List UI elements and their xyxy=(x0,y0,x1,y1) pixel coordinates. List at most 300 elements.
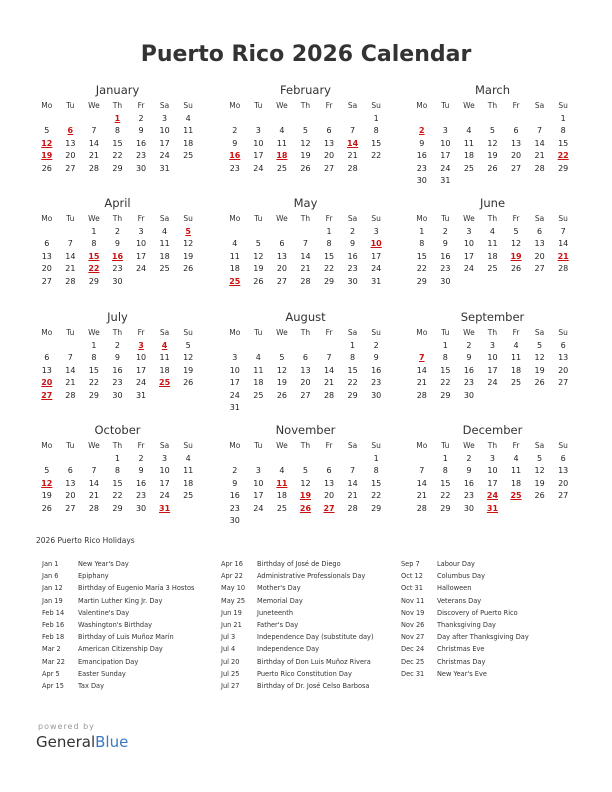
weekday-header: We xyxy=(88,441,100,450)
day-cell: 6 xyxy=(44,239,50,248)
day-cell: 19 xyxy=(276,378,287,387)
holiday-name-label: Mother's Day xyxy=(257,584,301,593)
day-cell: 11 xyxy=(159,353,170,362)
weekday-header: Su xyxy=(371,328,381,337)
day-cell: 23 xyxy=(229,163,240,173)
holiday-date: 27 xyxy=(41,390,53,400)
weekday-header: Fr xyxy=(512,441,520,450)
day-cell: 16 xyxy=(440,251,451,261)
day-cell: 25 xyxy=(276,163,287,173)
day-cell: 14 xyxy=(88,138,99,148)
day-cell: 2 xyxy=(232,126,238,135)
holiday-date: 19 xyxy=(41,151,53,160)
holiday-list-item xyxy=(221,668,374,680)
month-days-grid xyxy=(35,327,200,402)
day-cell: 17 xyxy=(135,251,147,261)
holiday-list-item xyxy=(42,595,194,607)
holiday-list-item xyxy=(221,631,374,643)
holiday-list-item xyxy=(221,570,374,582)
day-cell: 15 xyxy=(371,478,382,488)
day-cell: 19 xyxy=(41,491,52,500)
day-cell: 3 xyxy=(442,126,448,135)
day-cell: 9 xyxy=(442,239,448,248)
day-cell: 10 xyxy=(229,365,240,375)
holiday-name-label: Independence Day xyxy=(257,645,320,654)
day-cell: 20 xyxy=(65,151,76,160)
weekday-header: Tu xyxy=(66,214,75,223)
day-cell: 25 xyxy=(276,503,287,513)
holiday-date: 16 xyxy=(111,251,124,261)
day-cell: 1 xyxy=(91,340,97,350)
day-cell: 27 xyxy=(323,163,335,173)
holiday-date: 3 xyxy=(138,340,144,350)
weekday-header: We xyxy=(463,101,475,110)
weekday-header: Su xyxy=(371,101,381,110)
weekday-header: We xyxy=(88,214,100,223)
generalblue-logo[interactable] xyxy=(36,733,128,751)
holiday-date: 21 xyxy=(557,251,569,261)
day-cell: 26 xyxy=(534,378,545,387)
day-cell: 22 xyxy=(440,378,451,387)
holiday-name-label: Thanksgiving Day xyxy=(437,620,496,629)
day-cell: 30 xyxy=(112,276,123,286)
holiday-date-label: Apr 16 xyxy=(221,560,243,568)
holiday-date-label: Sep 7 xyxy=(401,560,420,568)
month-october xyxy=(35,423,200,515)
day-cell: 5 xyxy=(279,353,285,362)
holiday-name-label: Birthday of José de Diego xyxy=(257,560,341,568)
day-cell: 29 xyxy=(558,163,569,173)
day-cell: 2 xyxy=(232,466,238,475)
empty-cell xyxy=(223,113,247,126)
holiday-name-label: Father's Day xyxy=(257,620,299,629)
empty-cell xyxy=(35,113,59,126)
weekday-header: Su xyxy=(183,441,193,450)
day-cell: 8 xyxy=(350,353,356,362)
day-cell: 30 xyxy=(229,516,240,525)
weekday-header: Th xyxy=(487,328,498,337)
day-cell: 21 xyxy=(416,491,427,500)
day-cell: 3 xyxy=(255,466,261,475)
empty-cell xyxy=(528,113,552,126)
day-cell: 18 xyxy=(253,378,264,387)
holiday-date: 5 xyxy=(185,226,191,236)
day-cell: 3 xyxy=(162,453,168,463)
day-cell: 15 xyxy=(558,138,569,148)
day-cell: 18 xyxy=(229,264,240,273)
empty-cell xyxy=(59,113,83,126)
empty-cell xyxy=(59,340,83,353)
empty-cell xyxy=(504,113,528,126)
day-cell: 20 xyxy=(534,251,545,261)
day-cell: 22 xyxy=(88,378,99,387)
empty-cell xyxy=(434,113,458,126)
day-cell: 16 xyxy=(371,365,382,375)
weekday-header: Sa xyxy=(347,101,358,110)
day-cell: 20 xyxy=(323,151,335,160)
day-cell: 28 xyxy=(65,276,76,286)
holiday-date-label: Jan 12 xyxy=(42,584,63,593)
day-cell: 12 xyxy=(300,478,311,488)
day-cell: 10 xyxy=(440,138,451,148)
day-cell: 17 xyxy=(463,251,474,261)
day-cell: 13 xyxy=(65,138,76,148)
weekday-header: Sa xyxy=(347,214,358,223)
holidays-heading: 2026 Puerto Rico Holidays xyxy=(36,536,135,545)
day-cell: 17 xyxy=(159,478,170,488)
day-cell: 23 xyxy=(463,491,474,500)
day-cell: 13 xyxy=(41,365,52,375)
holiday-date: 15 xyxy=(88,251,100,261)
weekday-header: Mo xyxy=(41,101,53,110)
day-cell: 1 xyxy=(114,453,121,463)
day-cell: 30 xyxy=(463,503,474,513)
weekday-header: Sa xyxy=(159,441,170,450)
day-cell: 5 xyxy=(513,226,519,236)
holiday-name-label: Washington's Birthday xyxy=(78,620,153,629)
day-cell: 26 xyxy=(253,276,264,286)
day-cell: 18 xyxy=(463,151,474,160)
day-cell: 1 xyxy=(326,226,332,236)
holiday-list-item xyxy=(401,631,529,643)
day-cell: 8 xyxy=(114,466,121,475)
holiday-list-item xyxy=(42,570,194,582)
holiday-list-column-1 xyxy=(42,558,194,692)
day-cell: 20 xyxy=(41,264,52,273)
holiday-list-item xyxy=(42,656,194,668)
weekday-header: Tu xyxy=(441,101,450,110)
empty-cell xyxy=(294,340,318,353)
day-cell: 11 xyxy=(253,365,264,375)
holiday-list-item xyxy=(401,643,529,655)
day-cell: 4 xyxy=(513,453,519,463)
weekday-header: Fr xyxy=(137,214,145,223)
day-cell: 6 xyxy=(537,226,543,236)
weekday-header: Fr xyxy=(137,441,145,450)
holiday-date-label: Nov 27 xyxy=(401,633,425,642)
day-cell: 11 xyxy=(276,138,287,148)
weekday-header: Sa xyxy=(534,328,545,337)
day-cell: 27 xyxy=(534,264,545,273)
day-cell: 3 xyxy=(138,226,144,236)
weekday-header: Th xyxy=(112,328,123,337)
day-cell: 22 xyxy=(112,151,123,160)
month-days-grid xyxy=(410,213,575,288)
day-cell: 8 xyxy=(419,239,425,248)
day-cell: 26 xyxy=(510,264,522,273)
day-cell: 14 xyxy=(558,239,569,248)
day-cell: 6 xyxy=(560,453,566,463)
weekday-header: Mo xyxy=(41,214,53,223)
holiday-date-label: Jul 3 xyxy=(221,633,236,642)
day-cell: 4 xyxy=(255,353,261,362)
day-cell: 9 xyxy=(419,138,425,148)
weekday-header: Th xyxy=(112,214,123,223)
weekday-header: Fr xyxy=(512,328,520,337)
day-cell: 12 xyxy=(534,466,545,475)
day-cell: 27 xyxy=(558,378,569,387)
day-cell: 5 xyxy=(44,466,50,475)
day-cell: 3 xyxy=(255,126,261,135)
day-cell: 4 xyxy=(489,226,496,236)
day-cell: 26 xyxy=(300,163,311,173)
month-days-grid xyxy=(35,440,200,515)
day-cell: 17 xyxy=(159,138,170,148)
empty-cell xyxy=(481,113,505,126)
day-cell: 29 xyxy=(371,503,382,513)
month-days-grid xyxy=(410,327,575,402)
day-cell: 20 xyxy=(510,151,522,160)
day-cell: 16 xyxy=(229,491,240,500)
day-cell: 12 xyxy=(183,239,194,248)
day-cell: 22 xyxy=(347,378,358,387)
holiday-name-label: Day after Thanksgiving Day xyxy=(437,633,529,642)
weekday-header: Mo xyxy=(416,214,428,223)
day-cell: 10 xyxy=(487,353,498,362)
holiday-date: 24 xyxy=(486,491,499,500)
holiday-list-item xyxy=(221,595,374,607)
weekday-header: We xyxy=(463,328,475,337)
day-cell: 4 xyxy=(279,466,285,475)
day-cell: 1 xyxy=(442,453,448,463)
empty-cell xyxy=(294,113,318,126)
day-cell: 11 xyxy=(183,126,194,135)
day-cell: 15 xyxy=(323,251,335,261)
day-cell: 29 xyxy=(347,390,358,400)
day-cell: 2 xyxy=(466,453,472,463)
weekday-header: Sa xyxy=(159,328,170,337)
day-cell: 28 xyxy=(88,503,99,513)
holiday-date: 20 xyxy=(41,378,53,387)
day-cell: 21 xyxy=(65,264,76,273)
holiday-list-item xyxy=(221,656,374,668)
weekday-header: Mo xyxy=(416,328,428,337)
weekday-header: Th xyxy=(487,214,498,223)
holiday-date: 22 xyxy=(557,151,569,160)
empty-cell xyxy=(59,453,83,466)
month-name: January xyxy=(95,83,140,97)
month-name: September xyxy=(460,310,525,324)
weekday-header: Su xyxy=(371,441,381,450)
day-cell: 19 xyxy=(534,365,545,375)
month-days-grid xyxy=(410,440,575,515)
weekday-header: Sa xyxy=(347,328,358,337)
month-name: November xyxy=(275,423,336,437)
day-cell: 7 xyxy=(537,126,543,135)
day-cell: 26 xyxy=(183,264,194,273)
day-cell: 11 xyxy=(159,239,170,248)
holiday-date-label: Jul 20 xyxy=(221,657,240,666)
day-cell: 12 xyxy=(183,353,194,362)
weekday-header: Th xyxy=(300,328,311,337)
day-cell: 23 xyxy=(112,264,123,273)
holiday-name-label: Birthday of Eugenio María 3 Hostos xyxy=(78,584,195,593)
holiday-name-label: Birthday of Luis Muñoz Marín xyxy=(78,633,174,642)
day-cell: 6 xyxy=(67,466,73,475)
day-cell: 20 xyxy=(65,491,76,500)
day-cell: 28 xyxy=(347,163,358,173)
weekday-header: Tu xyxy=(66,101,75,110)
holiday-list-item xyxy=(42,643,194,655)
weekday-header: Mo xyxy=(41,441,53,450)
day-cell: 18 xyxy=(487,251,498,261)
day-cell: 3 xyxy=(466,226,472,236)
holiday-list-item xyxy=(401,558,529,570)
day-cell: 8 xyxy=(114,126,121,135)
day-cell: 11 xyxy=(510,466,522,475)
day-cell: 1 xyxy=(373,113,379,123)
day-cell: 9 xyxy=(138,126,144,135)
day-cell: 19 xyxy=(534,478,545,488)
weekday-header: Fr xyxy=(325,441,333,450)
month-february xyxy=(223,83,388,175)
holiday-date-label: Jan 1 xyxy=(42,560,59,568)
holiday-date: 27 xyxy=(323,503,335,513)
day-cell: 26 xyxy=(276,390,287,400)
empty-cell xyxy=(35,340,59,353)
day-cell: 16 xyxy=(347,251,358,261)
weekday-header: Fr xyxy=(325,214,333,223)
day-cell: 25 xyxy=(463,163,474,173)
day-cell: 23 xyxy=(371,378,382,387)
day-cell: 31 xyxy=(135,390,147,400)
holiday-date-label: Jul 27 xyxy=(221,681,240,690)
day-cell: 3 xyxy=(162,113,168,123)
month-name: December xyxy=(462,423,523,437)
holiday-date-label: Oct 31 xyxy=(401,584,423,593)
holiday-date-label: Nov 19 xyxy=(401,608,425,617)
day-cell: 21 xyxy=(347,151,358,160)
day-cell: 22 xyxy=(440,491,451,500)
day-cell: 26 xyxy=(41,163,52,173)
day-cell: 28 xyxy=(416,390,427,400)
holiday-date-label: Jul 4 xyxy=(221,645,236,654)
day-cell: 16 xyxy=(463,365,474,375)
holiday-name-label: Epiphany xyxy=(78,572,109,581)
day-cell: 13 xyxy=(41,251,52,261)
day-cell: 10 xyxy=(253,138,264,148)
holiday-date: 16 xyxy=(229,151,241,160)
day-cell: 5 xyxy=(537,453,543,463)
day-cell: 23 xyxy=(463,378,474,387)
empty-cell xyxy=(457,113,481,126)
day-cell: 7 xyxy=(419,466,425,475)
day-cell: 8 xyxy=(560,126,566,135)
weekday-header: We xyxy=(276,328,288,337)
weekday-header: Th xyxy=(487,441,498,450)
weekday-header: Su xyxy=(371,214,381,223)
day-cell: 1 xyxy=(350,340,356,350)
holiday-list-item xyxy=(42,558,194,570)
day-cell: 14 xyxy=(65,365,76,375)
day-cell: 23 xyxy=(440,264,451,273)
holiday-list-item xyxy=(401,607,529,619)
day-cell: 23 xyxy=(347,264,358,273)
empty-cell xyxy=(59,226,83,239)
day-cell: 29 xyxy=(416,276,427,286)
day-cell: 14 xyxy=(65,251,76,261)
empty-cell xyxy=(270,340,294,353)
weekday-header: Mo xyxy=(229,214,241,223)
holiday-date-label: May 10 xyxy=(221,584,246,593)
holiday-name-label: Martin Luther King Jr. Day xyxy=(78,596,163,605)
day-cell: 4 xyxy=(162,226,168,236)
weekday-header: Mo xyxy=(416,441,428,450)
day-cell: 21 xyxy=(88,491,99,500)
holiday-date-label: Jun 21 xyxy=(221,620,242,629)
day-cell: 17 xyxy=(440,151,451,160)
day-cell: 28 xyxy=(300,276,311,286)
weekday-header: Th xyxy=(112,441,123,450)
weekday-header: Tu xyxy=(441,214,450,223)
holiday-list-item xyxy=(42,680,194,692)
weekday-header: Sa xyxy=(159,101,170,110)
day-cell: 28 xyxy=(347,503,358,513)
weekday-header: We xyxy=(276,101,288,110)
empty-cell xyxy=(247,453,271,466)
day-cell: 18 xyxy=(510,478,522,488)
weekday-header: Fr xyxy=(137,101,145,110)
day-cell: 5 xyxy=(302,466,309,475)
weekday-header: We xyxy=(463,441,475,450)
day-cell: 21 xyxy=(347,491,358,500)
day-cell: 19 xyxy=(253,264,264,273)
month-september xyxy=(410,310,575,402)
holiday-name-label: Valentine's Day xyxy=(78,608,130,617)
holiday-list-item xyxy=(221,619,374,631)
day-cell: 10 xyxy=(463,239,474,248)
day-cell: 5 xyxy=(44,126,50,135)
day-cell: 5 xyxy=(302,126,309,135)
day-cell: 8 xyxy=(91,239,97,248)
day-cell: 15 xyxy=(371,138,382,148)
empty-cell xyxy=(270,113,294,126)
weekday-header: Su xyxy=(183,328,193,337)
month-days-grid xyxy=(223,100,388,175)
month-name: July xyxy=(107,310,128,324)
day-cell: 28 xyxy=(534,163,545,173)
day-cell: 12 xyxy=(534,353,545,362)
day-cell: 17 xyxy=(253,491,264,500)
holiday-list-item xyxy=(221,582,374,594)
holiday-list-item xyxy=(221,558,374,570)
holiday-date: 10 xyxy=(370,239,382,248)
weekday-header: Fr xyxy=(137,328,145,337)
day-cell: 27 xyxy=(510,163,522,173)
day-cell: 6 xyxy=(326,466,332,475)
day-cell: 24 xyxy=(135,264,147,273)
weekday-header: We xyxy=(276,441,288,450)
day-cell: 29 xyxy=(323,276,335,286)
empty-cell xyxy=(294,453,318,466)
day-cell: 23 xyxy=(135,151,147,160)
day-cell: 22 xyxy=(371,151,382,160)
day-cell: 13 xyxy=(323,478,335,488)
weekday-header: Tu xyxy=(66,441,75,450)
day-cell: 13 xyxy=(534,239,545,248)
holiday-date-label: Apr 5 xyxy=(42,669,60,678)
day-cell: 30 xyxy=(112,390,123,400)
month-days-grid xyxy=(223,440,388,528)
day-cell: 6 xyxy=(560,340,566,350)
day-cell: 29 xyxy=(440,390,451,400)
day-cell: 5 xyxy=(255,239,261,248)
weekday-header: Tu xyxy=(441,328,450,337)
holiday-date: 14 xyxy=(347,138,359,148)
day-cell: 11 xyxy=(183,466,194,475)
empty-cell xyxy=(247,226,271,239)
day-cell: 31 xyxy=(159,163,170,173)
